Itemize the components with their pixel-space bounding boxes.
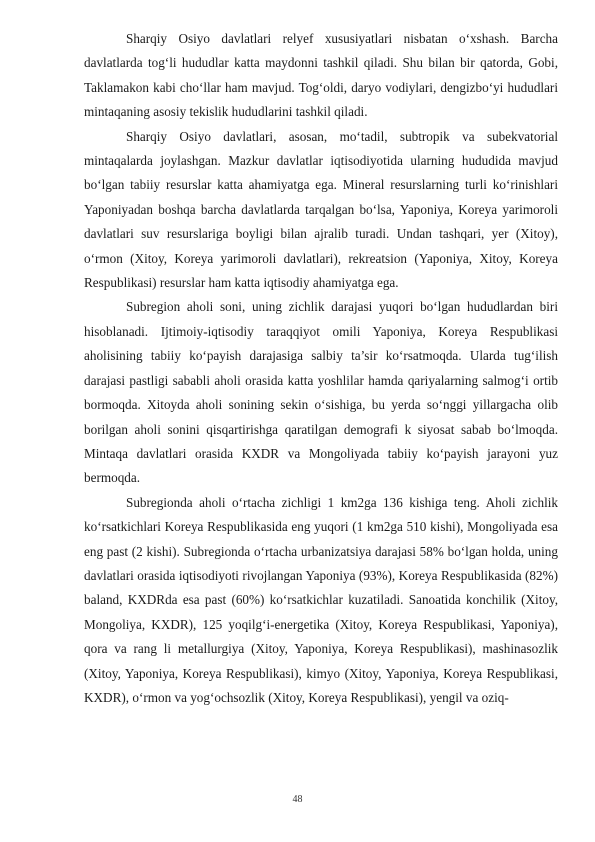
page-number: 48 xyxy=(292,794,303,805)
paragraph-relief: Sharqiy Osiyo davlatlari relyef xususiyatlari nisbatan o‘xshash. Barcha davlatlarda tog‘li hududlar katta maydonni tashkil qiladi. Shu bilan bir qatorda, Gobi, Taklamakon kabi cho‘llar ham mavjud. Tog‘oldi, daryo vodiylari, dengizbo‘yi hududlari mintaqaning asosiy tekislik hududlarini tashkil qiladi. xyxy=(84,31,558,120)
paragraph-climate-resources: Sharqiy Osiyo davlatlari, asosan, mo‘tadil, subtropik va subekvatorial mintaqalarda joylashgan. Mazkur davlatlar iqtisodiyotida ularning hududida mavjud bo‘lgan tabiiy resurslar katta ahamiyatga ega. Mineral resurslarning turli ko‘rinishlari Yaponiyadan boshqa barcha davlatlarda tarqalgan bo‘lsa, Yaponiya, Koreya yarimoroli davlatlari suv resurslariga boyligi bilan ajralib turadi. Undan tashqari, yer (Xitoy), o‘rmon (Xitoy, Koreya yarimoroli davlatlari), rekreatsion (Yaponiya, Xitoy, Koreya Respublikasi) resurslar ham katta iqtisodiy ahamiyatga ega. xyxy=(84,128,558,291)
paragraph-density-industry: Subregionda aholi o‘rtacha zichligi 1 km2ga 136 kishiga teng. Aholi zichlik ko‘rsatkichlari Koreya Respublikasida eng yuqori (1 km2ga 510 kishi), Mongoliyada esa eng past (2 kishi). Subregionda o‘rtacha urbanizatsiya darajasi 58% bo‘lgan holda, uning davlatlari orasida iqtisodiyoti rivojlangan Yaponiya (93%), Koreya Respublikasida (82%) baland, KXDRda esa past (60%) ko‘rsatkichlar kuzatiladi. Sanoatida konchilik (Xitoy, Mongoliya, KXDR), 125 yoqilg‘i-energetika (Xitoy, Koreya Respublikasi, Yaponiya), qora va rang li metallurgiya (Xitoy, Yaponiya, Koreya Respublikasi), mashinasozlik (Xitoy, Yaponiya, Koreya Respublikasi), kimyo (Xitoy, Yaponiya, Koreya Respublikasi, KXDR), o‘rmon va yog‘ochsozlik (Xitoy, Koreya Respublikasi), yengil va oziq- xyxy=(84,494,558,705)
paragraph-population: Subregion aholi soni, uning zichlik darajasi yuqori bo‘lgan hududlardan biri hisoblanadi. Ijtimoiy-iqtisodiy taraqqiyot omili Yaponiya, Koreya Respublikasi aholisining tabiiy ko‘payish darajasiga salbiy ta’sir ko‘rsatmoqda. Ularda tug‘ilish darajasi pastligi sababli aholi orasida katta yoshlilar hamda qariyalarning salmog‘i ortib bormoqda. Xitoyda aholi sonining sekin o‘sishiga, bu yerda so‘nggi yillargacha olib borilgan aholi sonini qisqartirishga qaratilgan demografi k siyosat sabab bo‘lmoqda. Mintaqa davlatlari orasida KXDR va Mongoliyada tabiiy ko‘payish jarayoni yuz bermoqda. xyxy=(84,299,558,486)
document-page xyxy=(84,27,558,710)
